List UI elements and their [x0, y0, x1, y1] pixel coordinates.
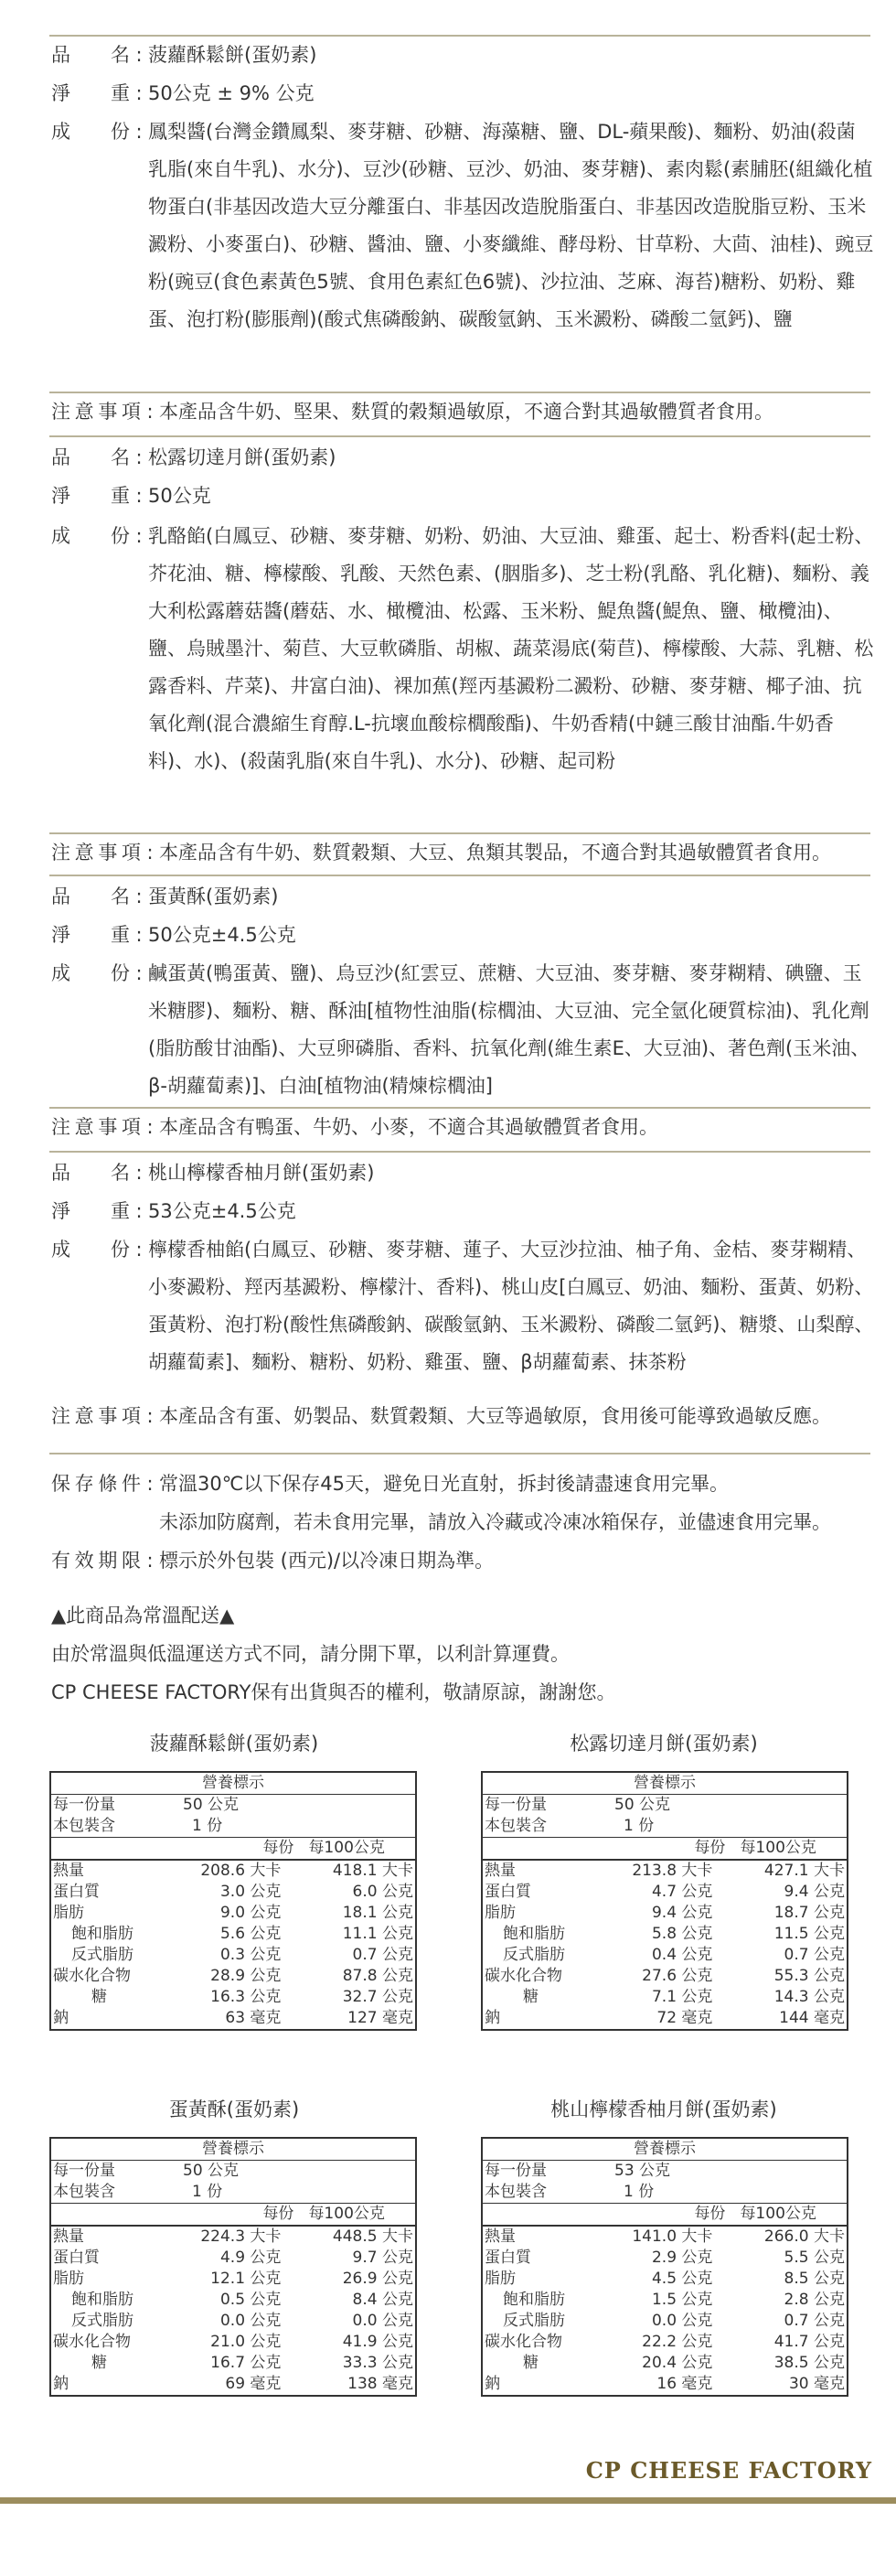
nutrient-per-100g: 11.5 公克: [773, 1925, 845, 1943]
nutrient-per-serving: 208.6 大卡: [165, 1860, 303, 1882]
nutrient-per-100g: 144 毫克: [779, 2009, 845, 2027]
nutrient-label: 鈉: [53, 2009, 69, 2027]
nutrient-per-serving: 7.1 公克: [651, 1988, 713, 2006]
weight-label: 淨 重: [51, 1200, 130, 1222]
net-weight: 50公克: [148, 485, 211, 507]
nutrient-label: 熱量: [50, 2226, 165, 2248]
product-2-name-row: 品 名 : 松露切達月餅(蛋奶素): [51, 439, 874, 477]
nutrient-per-serving: 21.0 公克: [210, 2333, 282, 2351]
nutrient-per-serving: 72 毫克: [656, 2009, 713, 2027]
nutrient-per-100g: 41.7 公克: [773, 2333, 845, 2351]
nutrient-label: 蛋白質: [53, 2249, 100, 2267]
nutrient-per-100g: 87.8 公克: [342, 1967, 413, 1985]
ingredients-text: 乳酪餡(白鳳豆、砂糖、麥芽糖、奶粉、奶油、大豆油、雞蛋、起士、粉香料(起士粉、芥花油、糖、檸檬酸、乳酸、天然色素、(胭脂多)、芝士粉(乳酪、乳化糖)、麵粉、義大利松露蘑菇醬(蘑菇、水、橄欖油、松露、玉米粉、鯷魚醬(鯷魚、鹽、橄欖油)、鹽、烏賊墨汁、菊苣、大豆軟磷脂、胡椒、蔬菜湯底(菊苣)、檸檬酸、大蒜、乳糖、松露香料、芹菜)、井富白油)、裸加蕉(羥丙基澱粉二澱粉、砂糖、麥芽糖、椰子油、抗氧化劑(混合濃縮生育醇.L-抗壞血酸棕櫚酸酯)、牛奶香精(中鏈三酸甘油酯.牛奶香料)、水)、(殺菌乳脂(來自牛乳)、水分)、砂糖、起司粉: [148, 525, 874, 772]
nutrient-label: 蛋白質: [485, 2249, 531, 2267]
nutrient-label: 糖: [523, 1988, 539, 2006]
nutrient-per-100g: 8.5 公克: [784, 2270, 845, 2288]
name-label: 品 名: [51, 886, 130, 907]
allergen-notice: 本產品含有蛋、奶製品、麩質穀類、大豆等過敏原，食用後可能導致過敏反應。: [159, 1405, 831, 1427]
nutrient-per-serving: 0.4 公克: [651, 1946, 713, 1964]
nutrient-per-serving: 22.2 公克: [642, 2333, 713, 2351]
brand-logo-text: CP CHEESE FACTORY: [585, 2457, 872, 2484]
nutrient-per-serving: 27.6 公克: [642, 1967, 713, 1985]
nutrition-table: [49, 1771, 417, 2031]
nutrient-per-100g: 266.0 大卡: [734, 2226, 848, 2248]
per-serving-header: 每份: [165, 1838, 303, 1861]
nutrient-per-serving: 69 毫克: [225, 2375, 282, 2393]
nutrient-per-100g: 0.0 公克: [352, 2312, 413, 2330]
weight-label: 淨 重: [51, 82, 130, 104]
notice-label: 注意事項: [51, 1405, 141, 1427]
ingredients-label: 成 份: [51, 121, 130, 143]
shipping-line-2: CP CHEESE FACTORY保有出貨與否的權利，敬請原諒，謝謝您。: [51, 1681, 616, 1703]
servings-label: 本包裝含: [53, 2183, 115, 2201]
nutrient-per-serving: 12.1 公克: [210, 2270, 282, 2288]
nutrient-per-100g: 127 毫克: [347, 2009, 413, 2027]
nutrient-label: 飽和脂肪: [71, 2291, 133, 2309]
ingredients-label: 成 份: [51, 1239, 130, 1261]
ingredients-text: 鹹蛋黃(鴨蛋黃、鹽)、烏豆沙(紅雲豆、蔗糖、大豆油、麥芽糖、麥芽糊精、碘鹽、玉米糖膠)、麵粉、糖、酥油[植物性油脂(棕櫚油、大豆油、完全氫化硬質棕油)、乳化劑(脂肪酸甘油酯)、大豆卵磷脂、香料、抗氧化劑(維生素E、大豆油)、著色劑(玉米油、β-胡蘿蔔素)]、白油[植物油(精煉棕櫚油]: [148, 962, 870, 1097]
nutrient-per-100g: 0.7 公克: [784, 2312, 845, 2330]
nutrient-label: 碳水化合物: [485, 2333, 562, 2351]
nutrient-per-100g: 448.5 大卡: [303, 2226, 416, 2248]
nutrient-per-100g: 9.7 公克: [352, 2249, 413, 2267]
servings-label: 本包裝含: [485, 2183, 547, 2201]
nutrient-per-100g: 418.1 大卡: [303, 1860, 416, 1882]
nutrient-per-100g: 38.5 公克: [773, 2354, 845, 2372]
nutrient-label: 鈉: [485, 2009, 500, 2027]
nutrient-per-100g: 33.3 公克: [342, 2354, 413, 2372]
net-weight: 53公克±4.5公克: [148, 1200, 296, 1222]
nutrient-label: 蛋白質: [485, 1883, 531, 1901]
servings-value: 1 份: [192, 2183, 223, 2201]
nutrition-table: [481, 1771, 848, 2031]
nutrition-title-4: 桃山檸檬香柚月餅(蛋奶素): [550, 2098, 777, 2120]
serving-size-label: 每一份量: [485, 2162, 547, 2180]
nutrient-per-100g: 9.4 公克: [784, 1883, 845, 1901]
nutrient-per-serving: 20.4 公克: [642, 2354, 713, 2372]
nutrition-header: 營養標示: [482, 2138, 848, 2161]
nutrient-label: 脂肪: [485, 1904, 516, 1922]
nutrient-per-100g: 5.5 公克: [784, 2249, 845, 2267]
nutrient-label: 飽和脂肪: [71, 1925, 133, 1943]
storage-label: 保存條件: [51, 1473, 141, 1495]
nutrient-per-serving: 16.3 公克: [210, 1988, 282, 2006]
nutrient-per-100g: 30 毫克: [788, 2375, 845, 2393]
nutrient-label: 碳水化合物: [485, 1967, 562, 1985]
nutrient-per-100g: 8.4 公克: [352, 2291, 413, 2309]
product-2-ingredients-row: 成 份 : 乳酪餡(白鳳豆、砂糖、麥芽糖、奶粉、奶油、大豆油、雞蛋、起士、粉香料(起士粉、芥花油、糖、檸檬酸、乳酸、天然色素、(胭脂多)、芝士粉(乳酪、乳化糖)、麵粉、義大利松露蘑菇醬(蘑菇、水、橄欖油、松露、玉米粉、鯷魚醬(鯷魚、鹽、橄欖油)、鹽、烏賊墨汁、菊苣、大豆軟磷脂、胡椒、蔬菜湯底(菊苣)、檸檬酸、大蒜、乳糖、松露香料、芹菜)、井富白油)、裸加蕉(羥丙基澱粉二澱粉、砂糖、麥芽糖、椰子油、抗氧化劑(混合濃縮生育醇.L-抗壞血酸棕櫚酸酯)、牛奶香精(中鏈三酸甘油酯.牛奶香料)、水)、(殺菌乳脂(來自牛乳)、水分)、砂糖、起司粉: [51, 518, 874, 780]
per-100g-header: 每100公克: [734, 2204, 848, 2227]
nutrient-per-100g: 55.3 公克: [773, 1967, 845, 1985]
ingredients-label: 成 份: [51, 962, 130, 984]
name-label: 品 名: [51, 446, 130, 468]
nutrient-label: 碳水化合物: [53, 1967, 131, 1985]
divider: [49, 1151, 870, 1153]
divider: [49, 435, 870, 437]
expiry-text: 標示於外包裝 (西元)/以冷凍日期為準。: [159, 1550, 495, 1572]
nutrient-per-100g: 18.7 公克: [773, 1904, 845, 1922]
nutrient-label: 飽和脂肪: [503, 1925, 565, 1943]
nutrient-per-100g: 18.1 公克: [342, 1904, 413, 1922]
shipping-line-1: 由於常溫與低溫運送方式不同，請分開下單，以利計算運費。: [51, 1643, 570, 1665]
nutrient-per-serving: 5.8 公克: [651, 1925, 713, 1943]
product-4-name-row: 品 名 : 桃山檸檬香柚月餅(蛋奶素): [51, 1154, 874, 1192]
nutrition-header: 營養標示: [50, 1772, 416, 1795]
nutrient-per-100g: 0.7 公克: [784, 1946, 845, 1964]
nutrient-per-serving: 213.8 大卡: [596, 1860, 734, 1882]
per-100g-header: 每100公克: [303, 2204, 416, 2227]
nutrient-per-100g: 6.0 公克: [352, 1883, 413, 1901]
nutrient-label: 蛋白質: [53, 1883, 100, 1901]
ingredients-label: 成 份: [51, 525, 130, 547]
nutrient-per-serving: 5.6 公克: [219, 1925, 282, 1943]
net-weight: 50公克 ± 9% 公克: [148, 82, 315, 104]
serving-size-label: 每一份量: [53, 1796, 115, 1814]
nutrient-label: 熱量: [482, 1860, 596, 1882]
nutrient-per-serving: 0.3 公克: [219, 1946, 282, 1964]
nutrient-label: 鈉: [485, 2375, 500, 2393]
nutrient-per-100g: 41.9 公克: [342, 2333, 413, 2351]
serving-size-value: 50 公克: [614, 1796, 671, 1814]
servings-label: 本包裝含: [485, 1817, 547, 1835]
product-name: 桃山檸檬香柚月餅(蛋奶素): [148, 1162, 375, 1184]
nutrient-label: 糖: [91, 1988, 107, 2006]
nutrient-per-serving: 4.7 公克: [651, 1883, 713, 1901]
nutrient-per-serving: 0.0 公克: [651, 2312, 713, 2330]
servings-value: 1 份: [624, 1817, 655, 1835]
nutrient-per-serving: 28.9 公克: [210, 1967, 282, 1985]
nutrition-title-2: 松露切達月餅(蛋奶素): [570, 1733, 758, 1755]
notice-label: 注意事項: [51, 842, 141, 864]
per-serving-header: 每份: [596, 1838, 734, 1861]
ingredients-text: 檸檬香柚餡(白鳳豆、砂糖、麥芽糖、蓮子、大豆沙拉油、柚子角、金桔、麥芽糊精、小麥澱粉、羥丙基澱粉、檸檬汁、香料)、桃山皮[白鳳豆、奶油、麵粉、蛋黃、奶粉、蛋黃粉、泡打粉(酸性焦磷酸鈉、碳酸氫鈉、玉米澱粉、磷酸二氫鈣)、糖漿、山梨醇、胡蘿蔔素]、麵粉、糖粉、奶粉、雞蛋、鹽、β胡蘿蔔素、抹茶粉: [148, 1239, 874, 1373]
nutrition-header: 營養標示: [50, 2138, 416, 2161]
product-name: 菠蘿酥鬆餅(蛋奶素): [148, 44, 317, 66]
servings-value: 1 份: [192, 1817, 223, 1835]
per-100g-header: 每100公克: [303, 1838, 416, 1861]
nutrient-per-serving: 0.5 公克: [219, 2291, 282, 2309]
nutrient-label: 反式脂肪: [71, 1946, 133, 1964]
nutrition-title-1: 菠蘿酥鬆餅(蛋奶素): [149, 1733, 319, 1755]
serving-size-value: 53 公克: [614, 2162, 671, 2180]
nutrient-per-100g: 427.1 大卡: [734, 1860, 848, 1882]
nutrient-label: 脂肪: [485, 2270, 516, 2288]
nutrient-per-serving: 4.9 公克: [219, 2249, 282, 2267]
product-3-weight-row: 淨 重 : 50公克±4.5公克: [51, 917, 874, 954]
nutrient-per-serving: 224.3 大卡: [165, 2226, 303, 2248]
nutrient-per-serving: 0.0 公克: [219, 2312, 282, 2330]
nutrient-per-100g: 32.7 公克: [342, 1988, 413, 2006]
nutrient-per-serving: 9.4 公克: [651, 1904, 713, 1922]
nutrient-per-100g: 26.9 公克: [342, 2270, 413, 2288]
allergen-notice: 本產品含有鴨蛋、牛奶、小麥，不適合其過敏體質者食用。: [159, 1116, 658, 1138]
servings-label: 本包裝含: [53, 1817, 115, 1835]
nutrition-table: [481, 2137, 848, 2397]
nutrient-label: 反式脂肪: [503, 1946, 565, 1964]
storage-line-1: 常溫30℃以下保存45天，避免日光直射，拆封後請盡速食用完畢。: [159, 1473, 730, 1495]
nutrient-per-serving: 4.5 公克: [651, 2270, 713, 2288]
notice-label: 注意事項: [51, 1116, 141, 1138]
shipping-heading: ▲此商品為常溫配送▲: [51, 1605, 235, 1626]
divider: [49, 1453, 870, 1454]
nutrient-label: 熱量: [482, 2226, 596, 2248]
per-serving-header: 每份: [596, 2204, 734, 2227]
nutrient-label: 脂肪: [53, 2270, 84, 2288]
nutrient-per-100g: 2.8 公克: [784, 2291, 845, 2309]
nutrient-label: 鈉: [53, 2375, 69, 2393]
ingredients-text: 鳳梨醬(台灣金鑽鳳梨、麥芽糖、砂糖、海藻糖、鹽、DL-蘋果酸)、麵粉、奶油(殺菌乳脂(來自牛乳)、水分)、豆沙(砂糖、豆沙、奶油、麥芽糖)、素肉鬆(素脯胚(組織化植物蛋白(非基因改造大豆分離蛋白、非基因改造脫脂蛋白、非基因改造脫脂豆粉、玉米澱粉、小麥蛋白)、砂糖、醬油、鹽、小麥纖維、酵母粉、甘草粉、大茴、油桂)、豌豆粉(豌豆(食色素黃色5號、食用色素紅色6號)、沙拉油、芝麻、海苔)糖粉、奶粉、雞蛋、泡打粉(膨脹劑)(酸式焦磷酸鈉、碳酸氫鈉、玉米澱粉、磷酸二氫鈣)、鹽: [148, 121, 874, 330]
nutrient-label: 碳水化合物: [53, 2333, 131, 2351]
product-name: 松露切達月餅(蛋奶素): [148, 446, 336, 468]
divider: [49, 875, 870, 876]
storage-line-2: 未添加防腐劑，若未食用完畢，請放入冷藏或冷凍冰箱保存，並儘速食用完畢。: [159, 1511, 831, 1533]
product-name: 蛋黃酥(蛋奶素): [148, 886, 279, 907]
name-label: 品 名: [51, 44, 130, 66]
nutrient-per-serving: 1.5 公克: [651, 2291, 713, 2309]
nutrient-label: 糖: [523, 2354, 539, 2372]
product-2-weight-row: 淨 重 : 50公克: [51, 478, 874, 515]
expiry-row: 有效期限 : 標示於外包裝 (西元)/以冷凍日期為準。: [51, 1542, 874, 1580]
product-3-name-row: 品 名 : 蛋黃酥(蛋奶素): [51, 878, 874, 916]
serving-size-value: 50 公克: [183, 2162, 240, 2180]
nutrition-header: 營養標示: [482, 1772, 848, 1795]
product-3-ingredients-row: 成 份 : 鹹蛋黃(鴨蛋黃、鹽)、烏豆沙(紅雲豆、蔗糖、大豆油、麥芽糖、麥芽糊精、碘鹽、玉米糖膠)、麵粉、糖、酥油[植物性油脂(棕櫚油、大豆油、完全氫化硬質棕油)、乳化劑(脂肪酸甘油酯)、大豆卵磷脂、香料、抗氧化劑(維生素E、大豆油)、著色劑(玉米油、β-胡蘿蔔素)]、白油[植物油(精煉棕櫚油]: [51, 955, 874, 1105]
weight-label: 淨 重: [51, 485, 130, 507]
serving-size-label: 每一份量: [53, 2162, 115, 2180]
nutrient-label: 反式脂肪: [71, 2312, 133, 2330]
nutrient-per-serving: 2.9 公克: [651, 2249, 713, 2267]
allergen-notice: 本產品含牛奶、堅果、麩質的穀類過敏原，不適合對其過敏體質者食用。: [159, 401, 773, 423]
serving-size-value: 50 公克: [183, 1796, 240, 1814]
nutrient-per-serving: 16 毫克: [656, 2375, 713, 2393]
nutrient-per-100g: 138 毫克: [347, 2375, 413, 2393]
weight-label: 淨 重: [51, 924, 130, 946]
nutrition-title-3: 蛋黃酥(蛋奶素): [168, 2098, 300, 2120]
product-4-notice-row: 注意事項 : 本產品含有蛋、奶製品、麩質穀類、大豆等過敏原，食用後可能導致過敏反應。: [51, 1398, 874, 1435]
product-2-notice-row: 注意事項 : 本產品含有牛奶、麩質穀類、大豆、魚類其製品，不適合對其過敏體質者食用。: [51, 834, 874, 872]
notice-label: 注意事項: [51, 401, 141, 423]
per-100g-header: 每100公克: [734, 1838, 848, 1861]
nutrient-per-serving: 63 毫克: [225, 2009, 282, 2027]
name-label: 品 名: [51, 1162, 130, 1184]
nutrient-per-serving: 9.0 公克: [219, 1904, 282, 1922]
nutrient-per-serving: 3.0 公克: [219, 1883, 282, 1901]
serving-size-label: 每一份量: [485, 1796, 547, 1814]
servings-value: 1 份: [624, 2183, 655, 2201]
product-1-ingredients-row: 成 份 : 鳳梨醬(台灣金鑽鳳梨、麥芽糖、砂糖、海藻糖、鹽、DL-蘋果酸)、麵粉、奶油(殺菌乳脂(來自牛乳)、水分)、豆沙(砂糖、豆沙、奶油、麥芽糖)、素肉鬆(素脯胚(組織化植物蛋白(非基因改造大豆分離蛋白、非基因改造脫脂蛋白、非基因改造脫脂豆粉、玉米澱粉、小麥蛋白)、砂糖、醬油、鹽、小麥纖維、酵母粉、甘草粉、大茴、油桂)、豌豆粉(豌豆(食色素黃色5號、食用色素紅色6號)、沙拉油、芝麻、海苔)糖粉、奶粉、雞蛋、泡打粉(膨脹劑)(酸式焦磷酸鈉、碳酸氫鈉、玉米澱粉、磷酸二氫鈣)、鹽: [51, 113, 874, 338]
nutrient-per-100g: 14.3 公克: [773, 1988, 845, 2006]
net-weight: 50公克±4.5公克: [148, 924, 296, 946]
product-1-notice-row: 注意事項 : 本產品含牛奶、堅果、麩質的穀類過敏原，不適合對其過敏體質者食用。: [51, 393, 874, 431]
expiry-label: 有效期限: [51, 1550, 141, 1572]
nutrient-label: 反式脂肪: [503, 2312, 565, 2330]
product-4-ingredients-row: 成 份 : 檸檬香柚餡(白鳳豆、砂糖、麥芽糖、蓮子、大豆沙拉油、柚子角、金桔、麥芽糊精、小麥澱粉、羥丙基澱粉、檸檬汁、香料)、桃山皮[白鳳豆、奶油、麵粉、蛋黃、奶粉、蛋黃粉、泡打粉(酸性焦磷酸鈉、碳酸氫鈉、玉米澱粉、磷酸二氫鈣)、糖漿、山梨醇、胡蘿蔔素]、麵粉、糖粉、奶粉、雞蛋、鹽、β胡蘿蔔素、抹茶粉: [51, 1231, 874, 1381]
product-1-name-row: 品 名 : 菠蘿酥鬆餅(蛋奶素): [51, 37, 874, 74]
per-serving-header: 每份: [165, 2204, 303, 2227]
storage-row: 保存條件 : 常溫30℃以下保存45天，避免日光直射，拆封後請盡速食用完畢。: [51, 1465, 874, 1503]
nutrition-table: [49, 2137, 417, 2397]
product-4-weight-row: 淨 重 : 53公克±4.5公克: [51, 1193, 874, 1230]
nutrient-label: 糖: [91, 2354, 107, 2372]
nutrient-per-100g: 0.7 公克: [352, 1946, 413, 1964]
nutrient-label: 脂肪: [53, 1904, 84, 1922]
allergen-notice: 本產品含有牛奶、麩質穀類、大豆、魚類其製品，不適合對其過敏體質者食用。: [159, 842, 831, 864]
product-3-notice-row: 注意事項 : 本產品含有鴨蛋、牛奶、小麥，不適合其過敏體質者食用。: [51, 1109, 874, 1146]
nutrient-label: 熱量: [50, 1860, 165, 1882]
nutrient-per-100g: 11.1 公克: [342, 1925, 413, 1943]
product-1-weight-row: 淨 重 : 50公克 ± 9% 公克: [51, 75, 874, 113]
nutrient-per-serving: 16.7 公克: [210, 2354, 282, 2372]
nutrient-label: 飽和脂肪: [503, 2291, 565, 2309]
footer-bar: [0, 2497, 896, 2504]
nutrient-per-serving: 141.0 大卡: [596, 2226, 734, 2248]
